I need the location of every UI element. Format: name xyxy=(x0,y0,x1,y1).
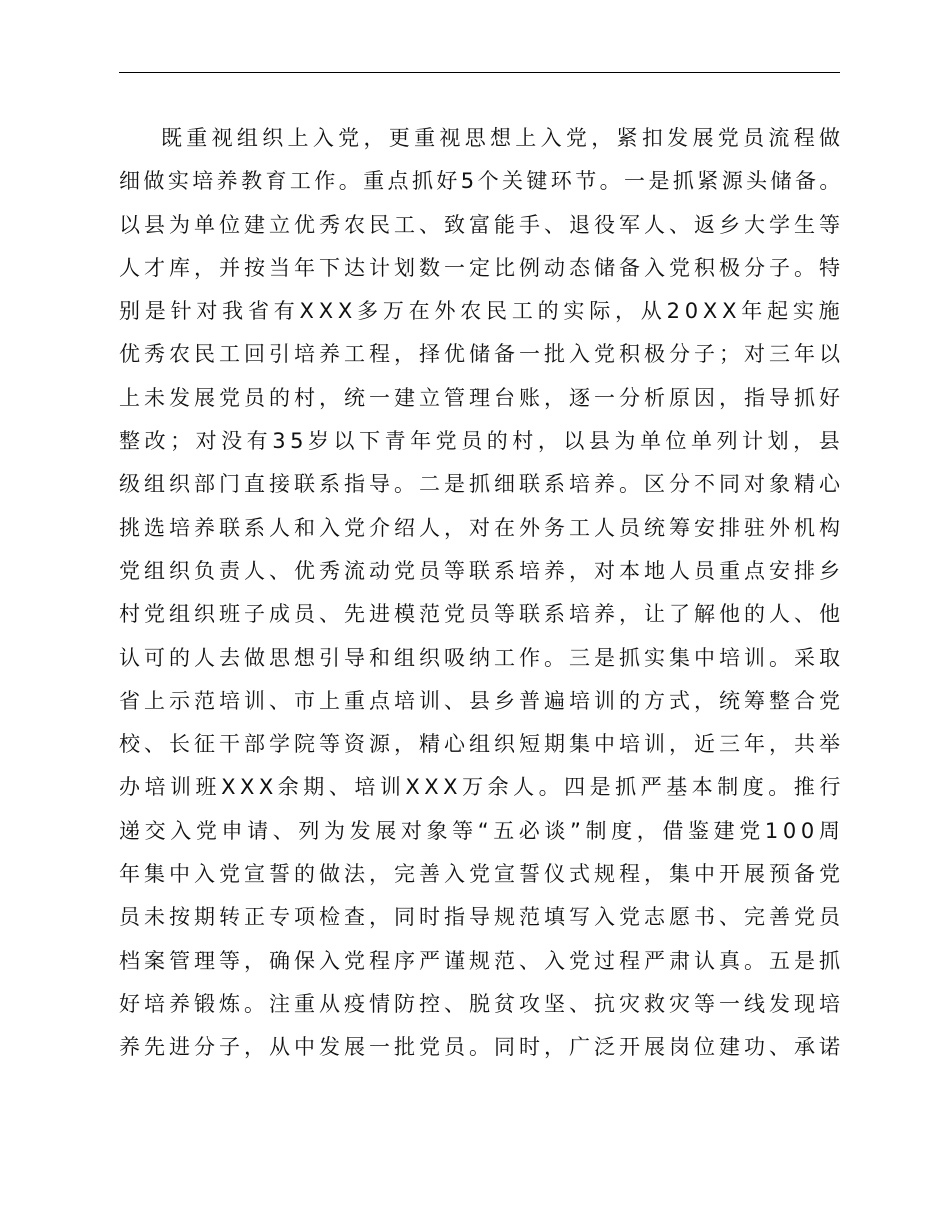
text-line-13: 认可的人去做思想引导和组织吸纳工作。三是抓实集中培训。采取 xyxy=(119,645,844,670)
text-line-5: 别是针对我省有XXX多万在外农民工的实际，从20XX年起实施 xyxy=(119,299,845,324)
text-line-14: 省上示范培训、市上重点培训、县乡普遍培训的方式，统筹整合党 xyxy=(119,688,844,713)
text-line-12: 村党组织班子成员、先进模范党员等联系培养，让了解他的人、他 xyxy=(119,602,844,627)
text-line-3: 以县为单位建立优秀农民工、致富能手、退役军人、返乡大学生等 xyxy=(119,212,844,237)
text-line-15: 校、长征干部学院等资源，精心组织短期集中培训，近三年，共举 xyxy=(119,732,844,757)
text-line-20: 档案管理等，确保入党程序严谨规范、入党过程严肃认真。五是抓 xyxy=(119,948,844,973)
header-rule xyxy=(119,72,840,73)
text-line-2: 细做实培养教育工作。重点抓好5个关键环节。一是抓紧源头储备。 xyxy=(119,169,844,194)
text-line-16: 办培训班XXX余期、培训XXX万余人。四是抓严基本制度。推行 xyxy=(119,775,845,800)
text-line-4: 人才库，并按当年下达计划数一定比例动态储备入党积极分子。特 xyxy=(119,255,844,280)
text-line-9: 级组织部门直接联系指导。二是抓细联系培养。区分不同对象精心 xyxy=(119,472,844,497)
text-line-1: 既重视组织上入党，更重视思想上入党，紧扣发展党员流程做 xyxy=(161,126,845,150)
text-line-7: 上未发展党员的村，统一建立管理台账，逐一分析原因，指导抓好 xyxy=(119,385,844,410)
text-line-6: 优秀农民工回引培养工程，择优储备一批入党积极分子；对三年以 xyxy=(119,342,844,367)
body-paragraph xyxy=(119,117,845,1070)
text-line-8: 整改；对没有35岁以下青年党员的村，以县为单位单列计划，县 xyxy=(119,429,845,454)
text-line-22: 养先进分子，从中发展一批党员。同时，广泛开展岗位建功、承诺 xyxy=(119,1035,844,1060)
text-line-10: 挑选培养联系人和入党介绍人，对在外务工人员统筹安排驻外机构 xyxy=(119,515,844,540)
text-line-21: 好培养锻炼。注重从疫情防控、脱贫攻坚、抗灾救灾等一线发现培 xyxy=(119,991,844,1016)
text-line-19: 员未按期转正专项检查，同时指导规范填写入党志愿书、完善党员 xyxy=(119,905,844,930)
text-line-18: 年集中入党宣誓的做法，完善入党宣誓仪式规程，集中开展预备党 xyxy=(119,862,844,887)
text-line-11: 党组织负责人、优秀流动党员等联系培养，对本地人员重点安排乡 xyxy=(119,558,844,583)
text-line-17: 递交入党申请、列为发展对象等“五必谈”制度，借鉴建党100周 xyxy=(119,818,845,843)
